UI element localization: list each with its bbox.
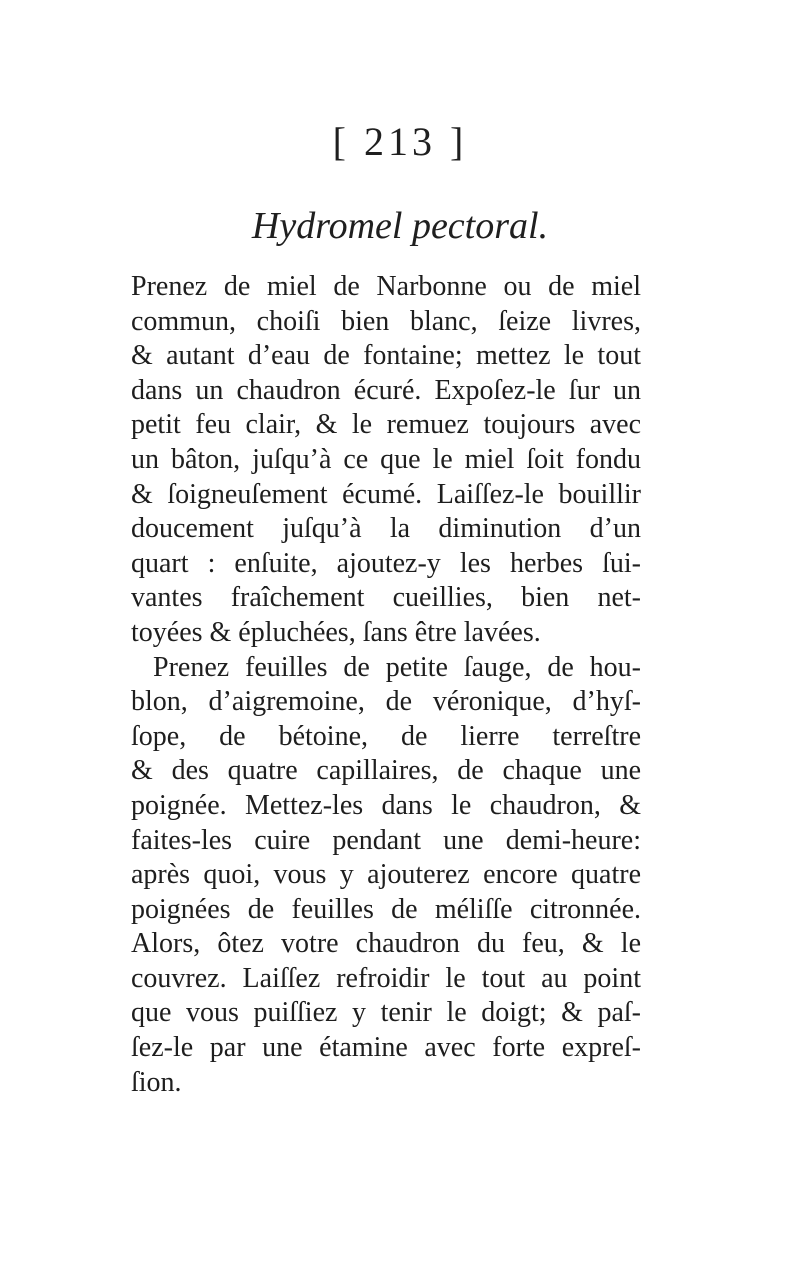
text-line: poignées de feuilles de méliſſe citronnée. (131, 893, 641, 925)
text-line: un bâton, juſqu’à ce que le miel ſoit fondu (131, 443, 641, 475)
text-line: blon, d’aigremoine, de véronique, d’hyſ- (131, 686, 641, 718)
text-line: ſope, de bétoine, de lierre terreſtre (131, 720, 641, 752)
text-line: que vous puiſſiez y tenir le doigt; & paſ- (131, 997, 641, 1029)
text-line: Alors, ôtez votre chaudron du feu, & le (131, 928, 641, 960)
text-line: ſion. (131, 1066, 182, 1098)
text-line: doucement juſqu’à la diminution d’un (131, 513, 641, 545)
text-line: & ſoigneuſement écumé. Laiſſez-le bouillir (131, 478, 641, 510)
text-line: commun, choiſi bien blanc, ſeize livres, (131, 305, 641, 337)
text-line: petit feu clair, & le remuez toujours avec (131, 409, 641, 441)
text-line: Prenez de miel de Narbonne ou de miel (131, 271, 641, 302)
recipe-body (131, 270, 641, 1100)
text-line: quart : enſuite, ajoutez-y les herbes ſui- (131, 547, 641, 579)
text-line: poignée. Mettez-les dans le chaudron, & (131, 789, 641, 821)
text-line: après quoi, vous y ajouterez encore quatre (131, 859, 641, 891)
paragraph-2 (131, 651, 641, 1101)
text-line: vantes fraîchement cueillies, bien net- (131, 582, 641, 614)
text-line: Prenez feuilles de petite ſauge, de hou- (153, 651, 641, 683)
recipe-title: Hydromel pectoral. (251, 205, 549, 247)
text-line: faites-les cuire pendant une demi-heure: (131, 824, 641, 856)
page-number: [ 213 ] (332, 119, 468, 164)
text-line: dans un chaudron écuré. Expoſez-le ſur un (131, 374, 641, 406)
paragraph-1 (131, 270, 641, 651)
text-line: ſez-le par une étamine avec forte expreſ- (131, 1032, 641, 1064)
text-line: couvrez. Laiſſez refroidir le tout au point (131, 962, 641, 994)
text-line: & des quatre capillaires, de chaque une (131, 755, 641, 787)
text-line: & autant d’eau de fontaine; mettez le tout (131, 340, 641, 372)
text-line: toyées & épluchées, ſans être lavées. (131, 616, 541, 648)
